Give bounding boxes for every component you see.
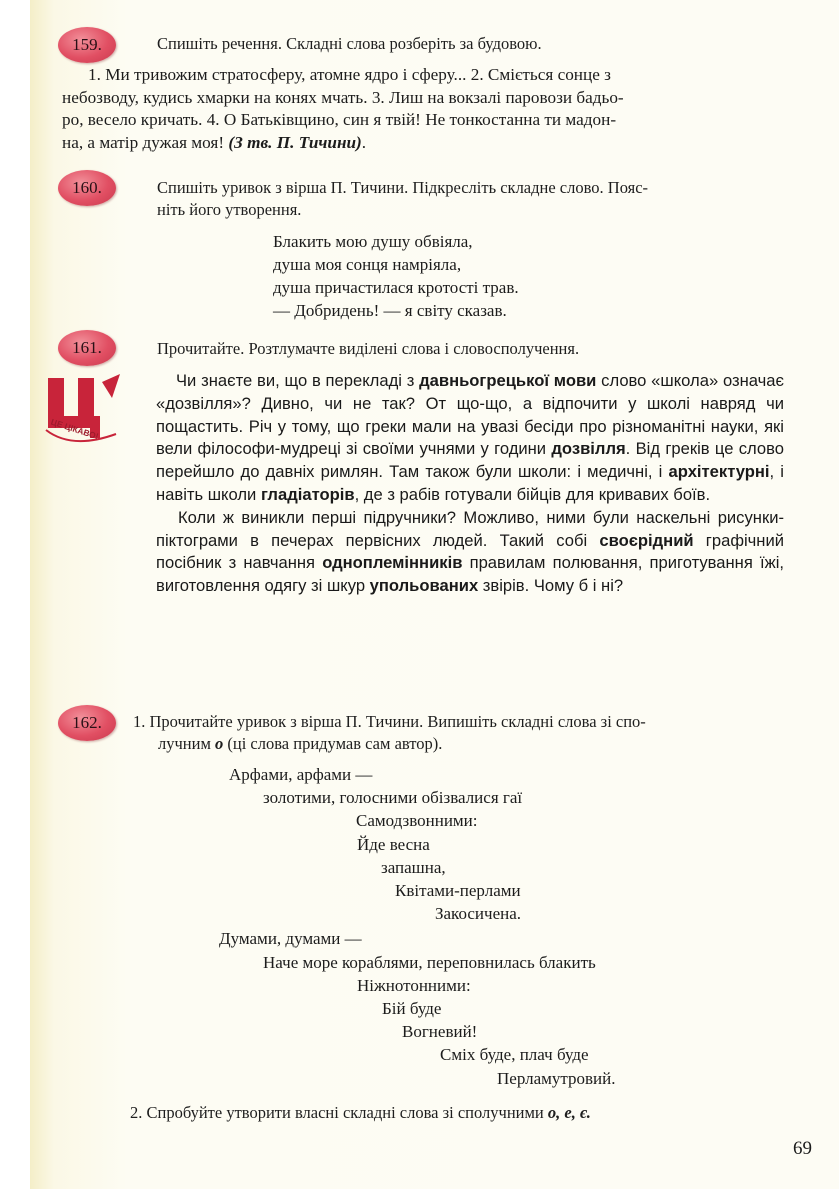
exercise-159-text [62, 64, 792, 154]
exercise-162-instruction [133, 711, 793, 755]
exercise-159-end: . [361, 132, 367, 152]
connector-o: о [215, 734, 224, 753]
poem-line: Вогневий! [402, 1022, 478, 1042]
exercise-161-paragraph-2 [156, 507, 784, 598]
exercise-159-instruction: Спишіть речення. Складні слова розберіть за будовою. [157, 34, 542, 53]
poem-line: Бій буде [382, 999, 442, 1019]
text-run: звірів. Чому б і ні? [478, 576, 624, 596]
text-run: Коли ж виникли перші підручники? Можливо, ними були наскельні рисунки-піктограми в печерах первісних людей. Такий собі [156, 507, 784, 550]
logo-text: ЦЕ ЦІКАВО! [49, 416, 100, 442]
exercise-161-instruction: Прочитайте. Розтлумачте виділені слова і словосполучення. [157, 339, 580, 358]
poem-line: Блакить мою душу обвіяла, [273, 232, 473, 251]
exercise-160-badge: 160. [58, 170, 116, 206]
text-run: правилам полювання, приготування їжі, виготовлення одягу зі шкур [156, 553, 785, 596]
text-run: , і навіть школи [156, 462, 784, 504]
exercise-161-paragraph-1 [156, 370, 784, 507]
poem-line: Сміх буде, плач буде [440, 1045, 589, 1065]
exercise-162-instruction-line-1: 1. Прочитайте уривок з вірша П. Тичини. Випишіть складні слова зі спо- [133, 712, 646, 731]
exercise-162-poem [30, 763, 839, 1090]
exercise-159-line-1: 1. Ми тривожим стратосферу, атомне ядро і сферу... 2. Сміється сонце з [88, 65, 611, 84]
exercise-159-badge: 159. [58, 27, 116, 63]
exercise-160-poem [273, 230, 519, 322]
exercise-161-badge: 161. [58, 330, 116, 366]
exercise-159-line-3: ро, весело кричать. 4. О Батьківщино, син я твій! Не тонкостанна ти мадон- [62, 110, 617, 129]
poem-line: запашна, [381, 857, 446, 877]
highlighted-word: архітектурні [668, 462, 770, 482]
textbook-page [30, 0, 839, 1189]
highlighted-word: гладіаторів [260, 484, 355, 504]
tse-tsikavo-logo-graphic [42, 372, 134, 452]
poem-line: Наче море кораблями, переповнилась блакить [263, 952, 596, 972]
exercise-162-task-2 [130, 1102, 591, 1124]
text-run: слово «школа» означає «дозвілля»? Дивно, чи не так? От що-що, а відпочити у школі навряд чи пощастить. Річ у тому, що греки мали на увазі бесіди про різноманітні науки, які вели філософи-мудреці зі своїми учнями у години [156, 371, 784, 459]
highlighted-word: дозвілля [551, 439, 626, 459]
poem-line: Думами, думами — [219, 929, 362, 949]
exercise-159-source: (З тв. П. Тичини) [228, 132, 362, 152]
poem-line: Самодзвонними: [356, 811, 478, 831]
task-2-text: 2. Спробуйте утворити власні складні слова зі сполучними [130, 1103, 544, 1122]
exercise-161-text [156, 370, 784, 598]
poem-line: душа причастилася кротості трав. [273, 278, 519, 297]
exercise-159-line-2: небозводу, кудись хмарки на конях мчать. 3. Лиш на вокзалі паровози бадьо- [62, 87, 624, 107]
instruction-text: (ці слова придумав сам автор). [223, 734, 443, 753]
exercise-160-instruction-line-2: ніть його утворення. [157, 200, 302, 219]
instruction-text: лучним [158, 734, 211, 753]
poem-line: Арфами, арфами — [229, 765, 373, 784]
page-number: 69 [793, 1138, 812, 1159]
text-run: графічний посібник з навчання [156, 530, 785, 573]
highlighted-word: одноплемінників [322, 553, 463, 573]
poem-line: Ніжнотонними: [357, 975, 471, 995]
poem-line: душа моя сонця намріяла, [273, 255, 462, 274]
text-run: , де з рабів готували бійців для кривавих боїв. [354, 484, 711, 504]
poem-line: Квітами-перлами [395, 881, 521, 901]
poem-line: Перламутровий. [497, 1068, 616, 1088]
text-run: . Від греків це слово перейшло до давніх римлян. Там також були школи: і медичні, і [156, 439, 784, 482]
poem-line: золотими, голосними обізвалися гаї [263, 788, 523, 808]
poem-line: Йде весна [357, 834, 430, 854]
tse-tsikavo-logo [42, 372, 134, 452]
highlighted-phrase: давньогрецької мови [419, 371, 597, 390]
poem-line: — Добридень! — я світу сказав. [273, 301, 507, 320]
task-2-connectors: о, е, є. [547, 1103, 591, 1122]
exercise-159-line-4-text: на, а матір дужая моя! [62, 132, 225, 152]
exercise-159-line-4 [62, 132, 792, 155]
text-run: Чи знаєте ви, що в перекладі з [176, 371, 420, 390]
highlighted-word: упольованих [369, 576, 479, 596]
highlighted-word: своєрідний [599, 530, 694, 550]
poem-line: Закосичена. [435, 904, 522, 924]
exercise-160-instruction-line-1: Спишіть уривок з вірша П. Тичини. Підкресліть складне слово. Пояс- [157, 178, 649, 197]
exercise-162-badge: 162. [58, 705, 116, 741]
exercise-160-instruction [157, 177, 797, 221]
exercise-162-instruction-line-2 [133, 733, 793, 755]
